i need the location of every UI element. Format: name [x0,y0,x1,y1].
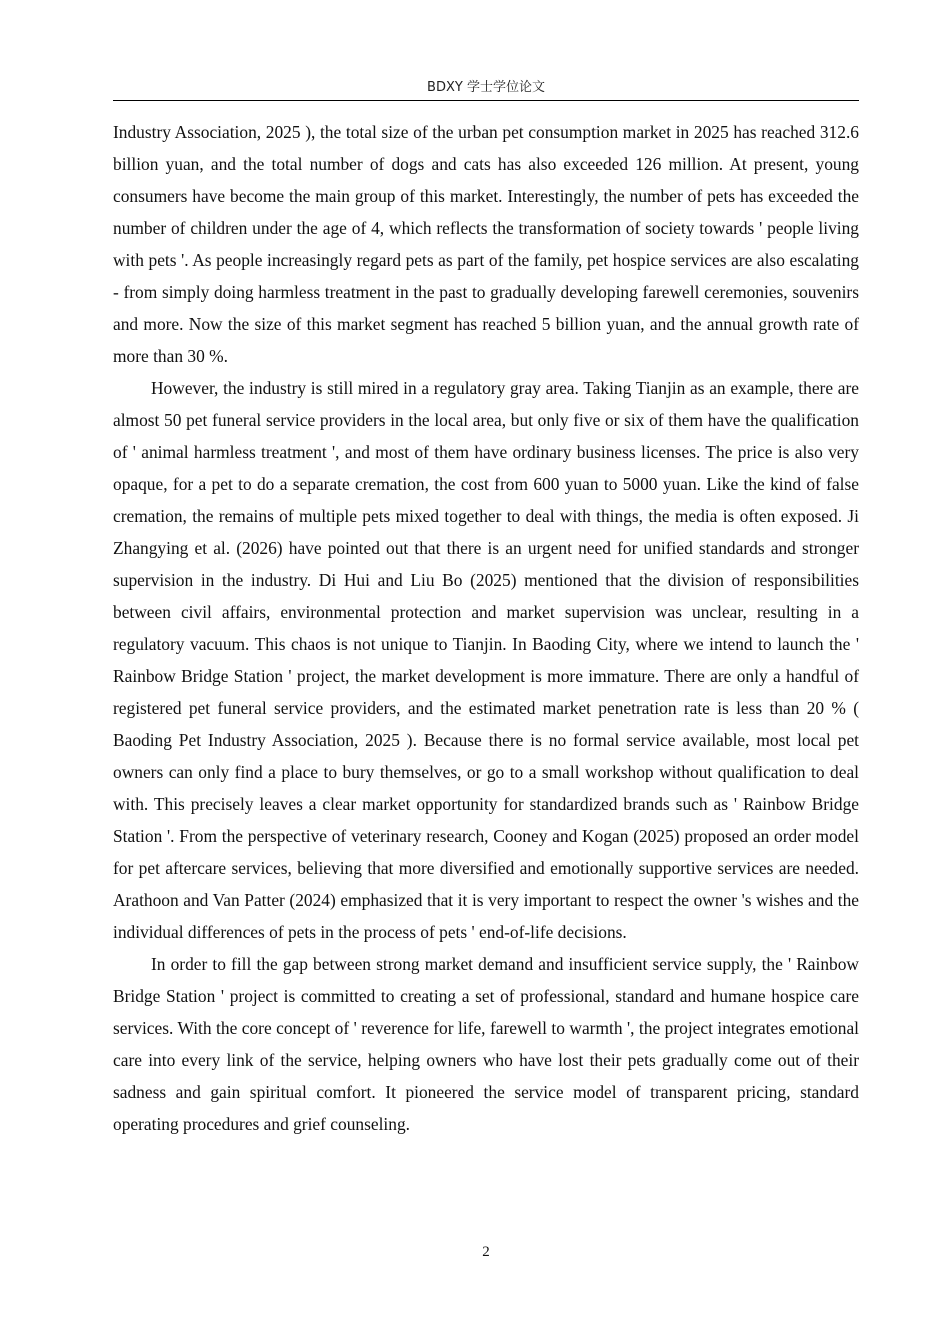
page-number: 2 [482,1244,490,1260]
paragraph: However, the industry is still mired in a regulatory gray area. Taking Tianjin as an example, there are almost 50 pet funeral service providers in the local area, but only five or six of them have the qualification of ' animal harmless treatment ', and most of them have ordinary business licenses. The price is also very opaque, for a pet to do a separate cremation, the cost from 600 yuan to 5000 yuan. Like the kind of false cremation, the remains of multiple pets mixed together to deal with things, the media is often exposed. Ji Zhangying et al. (2026) have pointed out that there is an urgent need for unified standards and stronger supervision in the industry. Di Hui and Liu Bo (2025) mentioned that the division of responsibilities between civil affairs, environmental protection and market supervision was unclear, resulting in a regulatory vacuum. This chaos is not unique to Tianjin. In Baoding City, where we intend to launch the ' Rainbow Bridge Station ' project, the market development is more immature. There are only a handful of registered pet funeral service providers, and the estimated market penetration rate is less than 20 % ( Baoding Pet Industry Association, 2025 ). Because there is no formal service available, most local pet owners can only find a place to bury themselves, or go to a small workshop without qualification to deal with. This precisely leaves a clear market opportunity for standardized brands such as ' Rainbow Bridge Station '. From the perspective of veterinary research, Cooney and Kogan (2025) proposed an order model for pet aftercare services, believing that more diversified and emotionally supportive services are needed. Arathoon and Van Patter (2024) emphasized that it is very important to respect the owner 's wishes and the individual differences of pets in the process of pets ' end-of-life decisions. [113,378,859,942]
body-text [113,116,859,1140]
paragraph: Industry Association, 2025 ), the total size of the urban pet consumption market in 2025 has reached 312.6 billion yuan, and the total number of dogs and cats has also exceeded 126 million. At present, young consumers have become the main group of this market. Interestingly, the number of pets has exceeded the number of children under the age of 4, which reflects the transformation of society towards ' people living with pets '. As people increasingly regard pets as part of the family, pet hospice services are also escalating - from simply doing harmless treatment in the past to gradually developing farewell ceremonies, souvenirs and more. Now the size of this market segment has reached 5 billion yuan, and the annual growth rate of more than 30 %. [113,122,859,366]
header-rule [113,100,859,101]
page-header: BDXY 学士学位论文 [427,80,545,95]
paragraph: In order to fill the gap between strong market demand and insufficient service supply, the ' Rainbow Bridge Station ' project is committed to creating a set of professional, standard and humane hospice care services. With the core concept of ' reverence for life, farewell to warmth ', the project integrates emotional care into every link of the service, helping owners who have lost their pets gradually come out of their sadness and gain spiritual comfort. It pioneered the service model of transparent pricing, standard operating procedures and grief counseling. [113,954,859,1134]
